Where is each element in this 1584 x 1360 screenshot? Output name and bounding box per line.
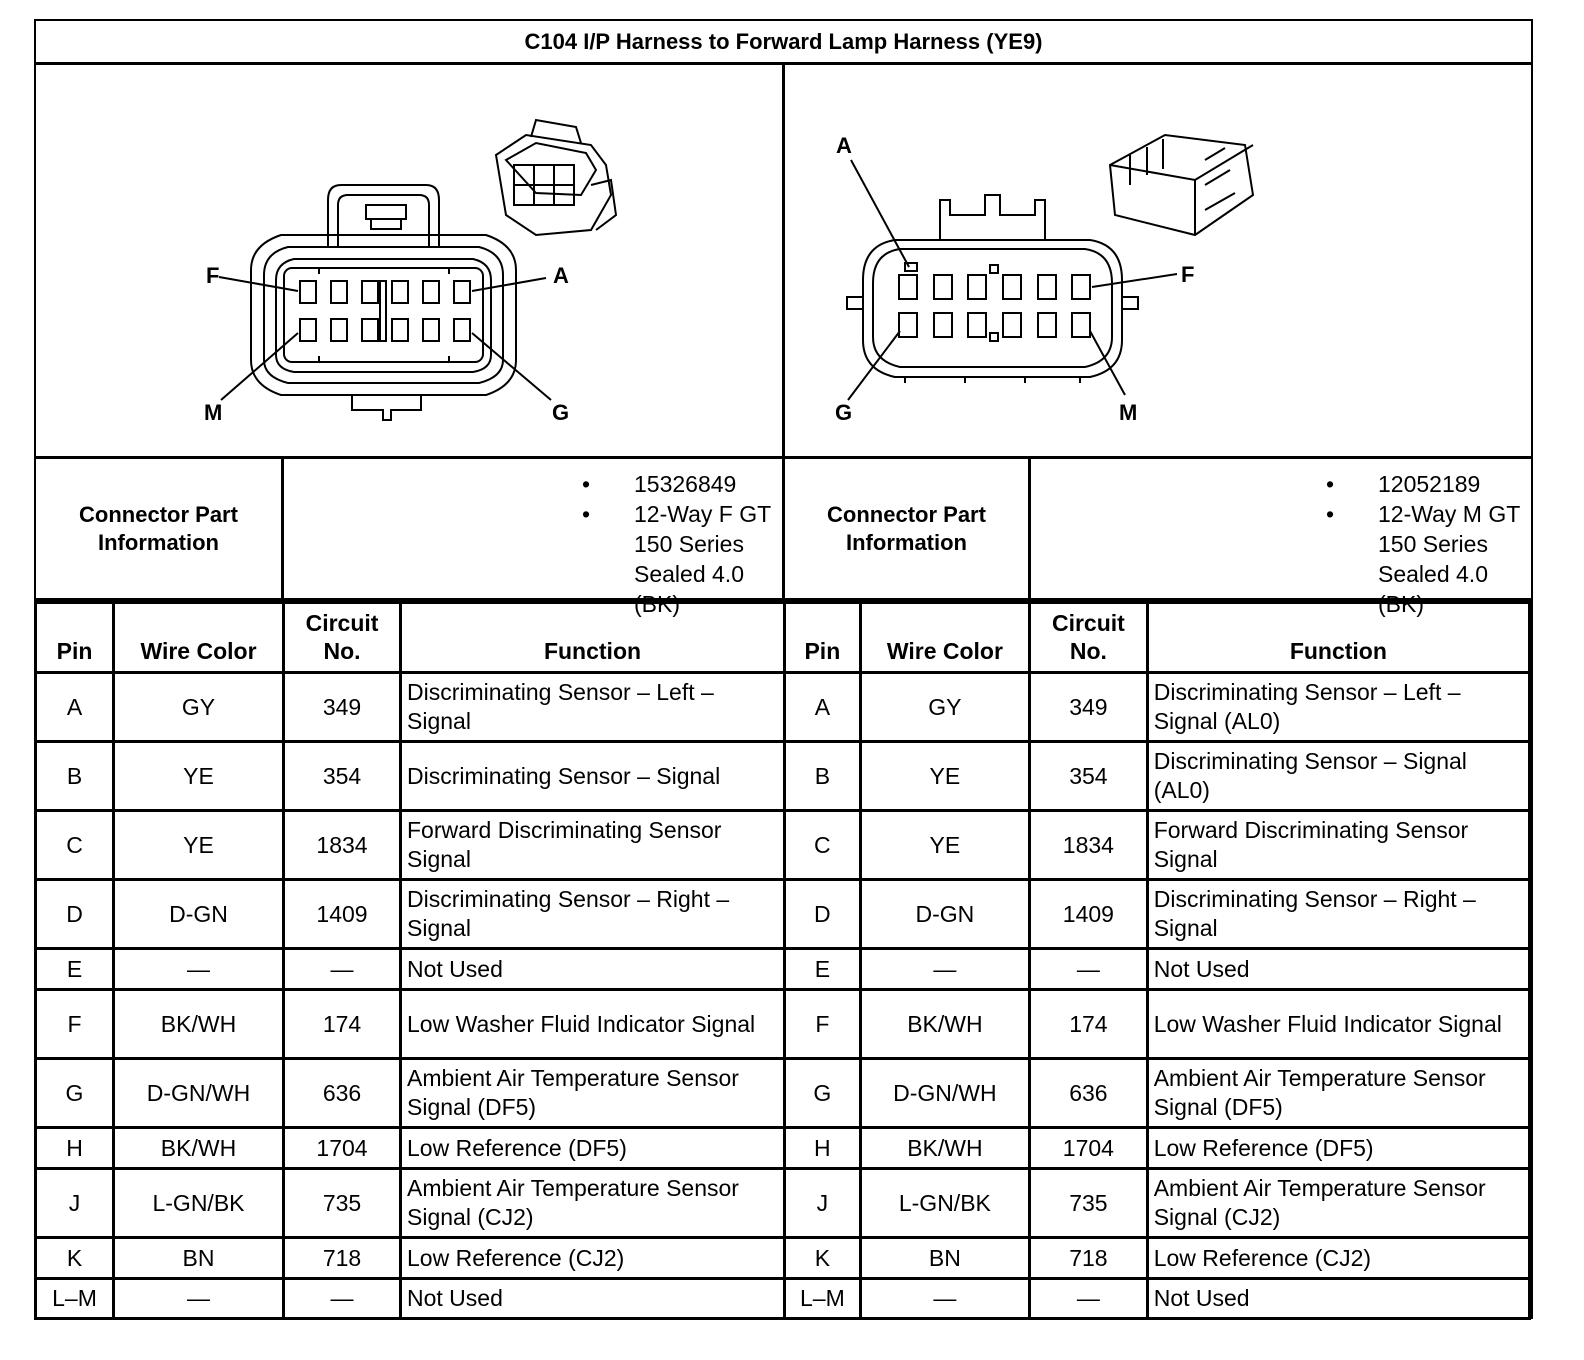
wire-color-cell: D-GN [114,880,284,949]
pin-cell: F [36,990,114,1059]
male-pin-cavities [899,275,1090,337]
wire-color-cell: — [114,1279,284,1319]
function-cell: Low Washer Fluid Indicator Signal [401,990,785,1059]
pin-cell: B [36,742,114,811]
circuit-cell: — [284,949,401,990]
pin-cell: A [785,673,861,742]
pin-cell: K [36,1238,114,1279]
table-row [785,1169,1530,1238]
circuit-cell: 1834 [1030,811,1148,880]
circuit-cell: — [284,1279,401,1319]
table-row [36,1169,785,1238]
column-header-function: Function [1147,603,1529,673]
function-cell: Ambient Air Temperature Sensor Signal (CJ2) [1147,1169,1529,1238]
female-connector-face-view [36,65,782,456]
part-number-right: • 12052189 [1326,469,1531,499]
circuit-cell: 1409 [284,880,401,949]
part-info-label-left: Connector Part Information [36,459,284,598]
female-connector-body [251,185,516,420]
column-header-pin: Pin [785,603,861,673]
function-cell: Ambient Air Temperature Sensor Signal (DF5) [1147,1059,1529,1128]
function-cell: Not Used [401,1279,785,1319]
table-row [36,1059,785,1128]
table-row [36,811,785,880]
part-info-right [1031,459,1531,617]
circuit-cell: 354 [1030,742,1148,811]
pin-rows-right [785,673,1530,1319]
function-cell: Discriminating Sensor – Right – Signal [401,880,785,949]
part-number-left: • 15326849 [582,469,782,499]
table-row [785,742,1530,811]
function-cell: Low Reference (DF5) [401,1128,785,1169]
column-header-wire-color: Wire Color [114,603,284,673]
wire-color-cell: BK/WH [860,1128,1029,1169]
connector-part-info-row [36,456,1531,617]
wire-color-cell: BK/WH [860,990,1029,1059]
pin-cell: B [785,742,861,811]
function-cell: Discriminating Sensor – Signal [401,742,785,811]
pin-cell: K [785,1238,861,1279]
function-cell: Discriminating Sensor – Signal (AL0) [1147,742,1529,811]
male-callout-a: A [836,133,852,158]
wire-color-cell: L-GN/BK [114,1169,284,1238]
pin-cell: J [785,1169,861,1238]
function-cell: Discriminating Sensor – Left – Signal (AL0) [1147,673,1529,742]
function-cell: Low Washer Fluid Indicator Signal [1147,990,1529,1059]
circuit-cell: 718 [284,1238,401,1279]
wire-color-cell: YE [860,742,1029,811]
pin-cell: D [785,880,861,949]
page-title: C104 I/P Harness to Forward Lamp Harness (YE9) [36,21,1531,65]
circuit-cell: — [1030,949,1148,990]
table-row [36,949,785,990]
wire-color-cell: D-GN/WH [114,1059,284,1128]
pin-table-left [34,601,786,1320]
table-row [785,811,1530,880]
wire-color-cell: — [860,1279,1029,1319]
function-cell: Low Reference (DF5) [1147,1128,1529,1169]
wire-color-cell: GY [114,673,284,742]
column-header-circuit: Circuit No. [1030,603,1148,673]
function-cell: Forward Discriminating Sensor Signal [1147,811,1529,880]
male-connector-face-view [785,65,1531,456]
male-connector-diagram [785,65,1531,456]
circuit-cell: 636 [284,1059,401,1128]
function-cell: Low Reference (CJ2) [1147,1238,1529,1279]
wire-color-cell: YE [114,811,284,880]
column-header-circuit: Circuit No. [284,603,401,673]
pin-cell: A [36,673,114,742]
function-cell: Not Used [1147,949,1529,990]
table-row [36,990,785,1059]
pin-cell: D [36,880,114,949]
circuit-cell: 349 [1030,673,1148,742]
pin-cell: H [785,1128,861,1169]
table-row [36,1279,785,1319]
table-row [36,673,785,742]
table-row [36,1238,785,1279]
male-callout-m: M [1119,400,1138,425]
function-cell: Ambient Air Temperature Sensor Signal (CJ2) [401,1169,785,1238]
female-pin-cavities [300,281,470,341]
function-cell: Not Used [1147,1279,1529,1319]
table-row [785,949,1530,990]
circuit-cell: 354 [284,742,401,811]
function-cell: Forward Discriminating Sensor Signal [401,811,785,880]
function-cell: Low Reference (CJ2) [401,1238,785,1279]
function-cell: Discriminating Sensor – Left – Signal [401,673,785,742]
table-row [36,880,785,949]
function-cell: Not Used [401,949,785,990]
pin-rows-left [36,673,785,1319]
pin-cell: F [785,990,861,1059]
table-row [785,1059,1530,1128]
circuit-cell: 1704 [284,1128,401,1169]
circuit-cell: 1704 [1030,1128,1148,1169]
male-callout-g: G [835,400,853,425]
wire-color-cell: — [860,949,1029,990]
wire-color-cell: BK/WH [114,1128,284,1169]
wire-color-cell: L-GN/BK [860,1169,1029,1238]
wire-color-cell: BN [860,1238,1029,1279]
wire-color-cell: GY [860,673,1029,742]
wire-color-cell: BN [114,1238,284,1279]
wire-color-cell: YE [114,742,284,811]
connector-sheet [34,19,1533,1319]
female-connector-diagram [36,65,785,456]
circuit-cell: — [1030,1279,1148,1319]
table-row [785,880,1530,949]
column-header-function: Function [401,603,785,673]
wire-color-cell: — [114,949,284,990]
pin-cell: H [36,1128,114,1169]
female-callout-f: F [206,263,220,288]
male-callout-leaders [848,160,1177,400]
function-cell: Discriminating Sensor – Right – Signal [1147,880,1529,949]
female-callout-a: A [553,263,569,288]
part-description-right: • 12-Way M GT 150 Series Sealed 4.0 (BK) [1326,499,1531,619]
circuit-cell: 1834 [284,811,401,880]
column-header-wire-color: Wire Color [860,603,1029,673]
circuit-cell: 718 [1030,1238,1148,1279]
pin-cell: J [36,1169,114,1238]
circuit-cell: 735 [1030,1169,1148,1238]
pin-cell: E [785,949,861,990]
circuit-cell: 174 [1030,990,1148,1059]
male-callout-f: F [1181,262,1195,287]
table-row [785,990,1530,1059]
part-description-left: • 12-Way F GT 150 Series Sealed 4.0 (BK) [582,499,782,619]
circuit-cell: 1409 [1030,880,1148,949]
pin-table-right [783,601,1531,1320]
function-cell: Ambient Air Temperature Sensor Signal (DF5) [401,1059,785,1128]
table-row [785,1128,1530,1169]
male-connector-body [847,195,1138,383]
table-row [36,1128,785,1169]
circuit-cell: 174 [284,990,401,1059]
pin-cell: C [36,811,114,880]
male-connector-3d-icon [1110,135,1253,235]
wire-color-cell: YE [860,811,1029,880]
female-callout-m: M [204,400,223,425]
table-row [785,1279,1530,1319]
pin-cell: G [36,1059,114,1128]
pin-cell: L–M [785,1279,861,1319]
part-info-label-right: Connector Part Information [785,459,1031,598]
female-callout-g: G [552,400,570,425]
pin-cell: E [36,949,114,990]
column-header-pin: Pin [36,603,114,673]
wire-color-cell: D-GN/WH [860,1059,1029,1128]
part-info-left [284,459,785,617]
diagram-row [36,65,1531,456]
pin-cell: C [785,811,861,880]
circuit-cell: 636 [1030,1059,1148,1128]
wire-color-cell: D-GN [860,880,1029,949]
wire-color-cell: BK/WH [114,990,284,1059]
pin-cell: L–M [36,1279,114,1319]
female-connector-3d-icon [496,120,616,235]
circuit-cell: 349 [284,673,401,742]
circuit-cell: 735 [284,1169,401,1238]
pin-cell: G [785,1059,861,1128]
table-row [785,1238,1530,1279]
table-row [785,673,1530,742]
table-row [36,742,785,811]
